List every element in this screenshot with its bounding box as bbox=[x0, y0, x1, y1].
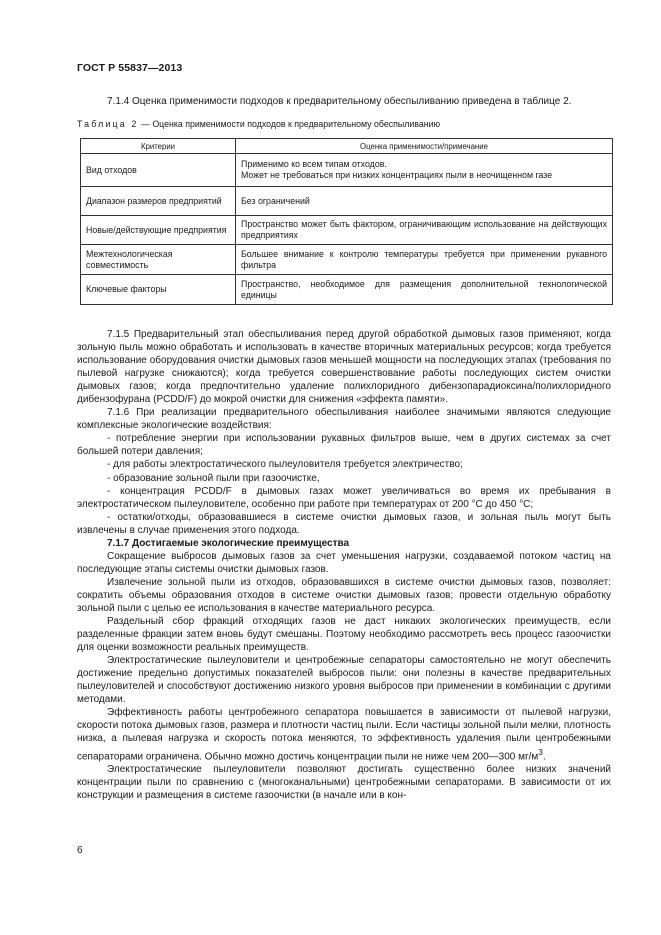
criterion-cell: Новые/действующие предприятия bbox=[81, 216, 236, 245]
applicability-table bbox=[80, 138, 613, 305]
paragraph-centrifugal-text: Эффективность работы центробежного сепаратора повышается в зависимости от пылевой нагрузки, скорости потока дымовых газов, размера и плотности частиц пыли. Если частицы зольной пыли мелки, плотность низка, а пылевая нагрузка и скорость потока меняются, то эффективность удаления пыли центробежными сепараторами ограничена. Обычно можно достичь концентрации пыли не ниже чем 200—300 мг/м bbox=[77, 707, 611, 762]
paragraph: Сокращение выбросов дымовых газов за счет уменьшения нагрузки, создаваемой потоком частиц на последующие этапы системы очистки дымовых газов. bbox=[77, 550, 611, 575]
list-item: - образование зольной пыли при газоочистке, bbox=[107, 472, 320, 484]
header-assessment: Оценка применимости/примечание bbox=[236, 139, 613, 154]
header-criteria: Критерии bbox=[81, 139, 236, 154]
list-item: - потребление энергии при использовании рукавных фильтров выше, чем в других системах за счет большей потери давления; bbox=[77, 433, 611, 458]
table-header-row bbox=[81, 139, 613, 154]
intro-paragraph: 7.1.4 Оценка применимости подходов к предварительному обеспыливанию приведена в таблице 2. bbox=[107, 96, 572, 107]
paragraph-last: Электростатические пылеуловители позволяют достигать существенно более низких значений концентрации пыли по сравнению с (многоканальными) центробежными сепараторами. В зависимости от их конструкции и размещения в системе газоочистки (в начале или в кон- bbox=[77, 763, 611, 801]
note-cell bbox=[236, 275, 613, 305]
table-row bbox=[81, 154, 613, 187]
criterion-cell: Межтехнологическая совместимость bbox=[81, 245, 236, 275]
note-cell bbox=[236, 216, 613, 245]
list-item: - для работы электростатического пылеуловителя требуется электричество; bbox=[107, 459, 463, 471]
table-row bbox=[81, 245, 613, 275]
note-line: Применимо ко всем типам отходов. bbox=[241, 159, 387, 169]
paragraph-7-1-5: 7.1.5 Предварительный этап обеспыливания перед другой обработкой дымовых газов применяют, когда зольную пыль можно обработать и использовать в качестве вторичных материальных ресурсов; когда требуется использование оборудования очистки дымовых газов меньшей мощности на последующих этапах (требования по пылевой нагрузке снижаются); когда требуется совершенствование работы последующих систем очистки дымовых газов; когда предпочтительно удаление полихлоридного дибензопарадиоксина/полихлоридного дибензофурана (PCDD/F) до мокрой очистки для снижения «эффекта памяти». bbox=[77, 329, 611, 406]
table-caption-text: — Оценка применимости подходов к предварительному обеспыливанию bbox=[138, 119, 441, 129]
criterion-cell: Вид отходов bbox=[81, 154, 236, 187]
page-number: 6 bbox=[77, 845, 83, 856]
standard-header: ГОСТ Р 55837—2013 bbox=[77, 62, 183, 74]
paragraph: Раздельный сбор фракций отходящих газов не даст никаких экологических преимуществ, если разделенные фракции затем вновь будут смешаны. Поэтому необходимо рассмотреть весь процесс газоочистки для оценки возможности реальных преимуществ. bbox=[77, 616, 611, 654]
criterion-cell: Ключевые факторы bbox=[81, 275, 236, 305]
note-line: Пространство может быть фактором, ограничивающим использование на действующих предприятиях bbox=[241, 219, 607, 240]
table-caption bbox=[77, 119, 440, 129]
table-row bbox=[81, 187, 613, 216]
table-caption-label: Таблица 2 bbox=[77, 119, 139, 129]
paragraph-centrifugal-end: . bbox=[542, 750, 546, 762]
list-item: - концентрация PCDD/F в дымовых газах может увеличиваться во время их пребывания в электростатическом пылеуловителе, особенно при работе при температурах от 200 °С до 450 °С; bbox=[77, 485, 611, 510]
note-line: Может не требоваться при низких концентрациях пыли в неочищенном газе bbox=[241, 170, 553, 180]
note-line: Большее внимание к контролю температуры требуется при применении рукавного фильтра bbox=[241, 248, 607, 270]
paragraph-7-1-6: 7.1.6 При реализации предварительного обеспыливания наиболее значимыми являются следующие комплексные экологические воздействия: bbox=[77, 407, 611, 432]
superscript-3: 3 bbox=[538, 746, 543, 757]
list-item: - остатки/отходы, образовавшиеся в системе очистки дымовых газов, и зольная пыль могут быть извлечены в случае применения этого подхода. bbox=[77, 511, 611, 536]
table-row bbox=[81, 216, 613, 245]
note-cell bbox=[236, 245, 613, 275]
note-line: Без ограничений bbox=[241, 195, 310, 206]
criterion-cell: Диапазон размеров предприятий bbox=[81, 187, 236, 216]
note-line: Пространство, необходимое для размещения дополнительной технологической единицы bbox=[241, 278, 607, 300]
table-row bbox=[81, 275, 613, 305]
paragraph-centrifugal bbox=[77, 706, 611, 763]
paragraph: Электростатические пылеуловители и центробежные сепараторы самостоятельно не могут обеспечить достижение предельно допустимых показателей выбросов пыли: они полезны в качестве предварительных пылеуловителей и способствуют достижению низкого уровня выбросов при применении в комбинации с другими методами. bbox=[77, 655, 611, 706]
body-text bbox=[77, 328, 611, 802]
note-cell bbox=[236, 154, 613, 187]
section-heading-7-1-7: 7.1.7 Достигаемые экологические преимущества bbox=[107, 537, 350, 549]
note-cell bbox=[236, 187, 613, 216]
paragraph: Извлечение зольной пыли из отходов, образовавшихся в системе очистки дымовых газов, позволяет: сократить объемы образования отходов в системе очистки дымовых газов; провести отдельную обработку зольной пыли с целью ее использования в качестве материального ресурса. bbox=[77, 576, 611, 614]
